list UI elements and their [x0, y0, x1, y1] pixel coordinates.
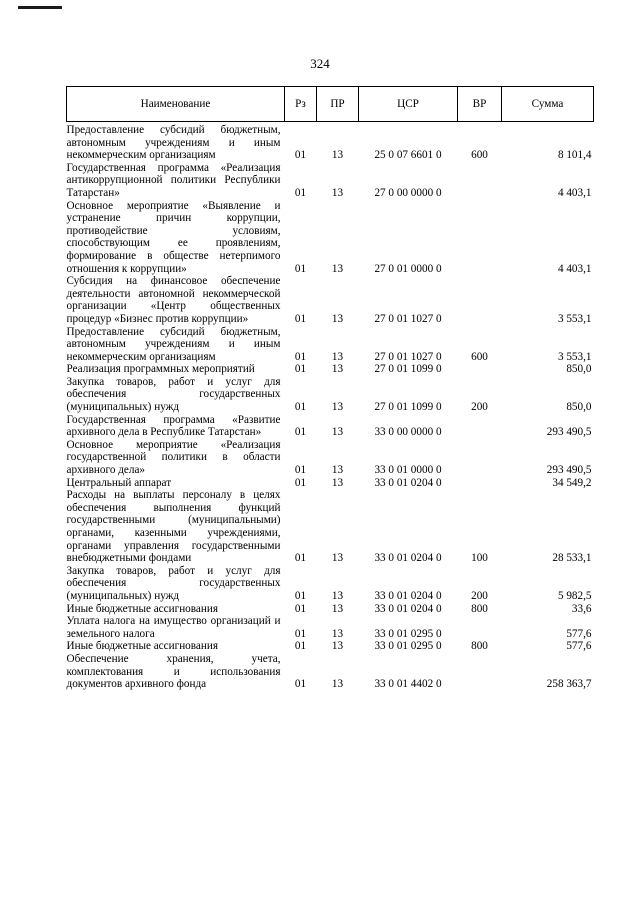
cell-pr: 13 — [331, 186, 344, 199]
cell-csr: 33 0 01 0295 0 — [374, 627, 442, 640]
cell-csr: 33 0 00 0000 0 — [374, 426, 442, 439]
table-row — [67, 414, 594, 439]
cell-sum: 293 490,5 — [546, 426, 592, 439]
cell-sum: 577,6 — [566, 627, 592, 640]
cell-vr — [458, 162, 502, 200]
cell-pr: 13 — [331, 149, 344, 162]
cell-vr — [458, 653, 502, 691]
table-row — [67, 363, 594, 376]
table-row — [67, 615, 594, 640]
cell-rz: 01 — [294, 678, 307, 691]
cell-rz: 01 — [294, 350, 307, 363]
cell-pr: 13 — [331, 262, 344, 275]
cell-name: Реализация программных мероприятий — [66, 363, 255, 376]
cell-vr — [458, 363, 502, 376]
cell-csr: 33 0 01 0204 0 — [374, 552, 442, 565]
budget-table — [66, 86, 594, 691]
cell-name: Иные бюджетные ассигнования — [66, 602, 218, 615]
cell-csr: 25 0 07 6601 0 — [374, 149, 442, 162]
cell-sum: 33,6 — [571, 602, 592, 615]
cell-csr: 33 0 01 0204 0 — [374, 589, 442, 602]
cell-csr: 27 0 00 0000 0 — [374, 186, 442, 199]
header-csr: ЦСР — [359, 87, 458, 122]
cell-name: Основное мероприятие «Выявление и устранение причин коррупции, противодействие условиям, способствующим ее проявлениям, формирование в обществе нетерпимого отношения к коррупции» — [66, 199, 281, 275]
cell-sum: 5 982,5 — [557, 589, 592, 602]
cell-rz: 01 — [294, 627, 307, 640]
cell-csr: 33 0 01 0000 0 — [374, 464, 442, 477]
cell-pr: 13 — [331, 552, 344, 565]
cell-name: Уплата налога на имущество организаций и земельного налога — [66, 615, 281, 640]
cell-pr: 13 — [331, 589, 344, 602]
cell-rz: 01 — [294, 363, 307, 376]
cell-sum: 3 553,1 — [557, 350, 592, 363]
cell-vr: 100 — [471, 552, 488, 565]
header-rz: Рз — [285, 87, 317, 122]
table-row — [67, 439, 594, 477]
cell-csr: 27 0 01 0000 0 — [374, 262, 442, 275]
cell-pr: 13 — [331, 602, 344, 615]
cell-vr: 200 — [471, 589, 488, 602]
page-number: 324 — [310, 56, 330, 71]
cell-sum: 8 101,4 — [557, 149, 592, 162]
cell-rz: 01 — [294, 401, 307, 414]
cell-rz: 01 — [294, 476, 307, 489]
cell-name: Обеспечение хранения, учета, комплектования и использования документов архивного фонда — [66, 652, 281, 691]
cell-sum: 4 403,1 — [557, 262, 592, 275]
table-row — [67, 326, 594, 364]
cell-csr: 27 0 01 1099 0 — [374, 401, 442, 414]
table-row — [67, 275, 594, 325]
cell-sum: 28 533,1 — [552, 552, 592, 565]
cell-vr: 800 — [471, 640, 488, 653]
cell-pr: 13 — [331, 426, 344, 439]
cell-sum: 4 403,1 — [557, 186, 592, 199]
cell-vr: 600 — [471, 149, 488, 162]
cell-vr — [458, 200, 502, 276]
cell-pr: 13 — [331, 401, 344, 414]
cell-rz: 01 — [294, 464, 307, 477]
cell-rz: 01 — [294, 589, 307, 602]
cell-rz: 01 — [294, 602, 307, 615]
cell-rz: 01 — [294, 149, 307, 162]
cell-name: Закупка товаров, работ и услуг для обеспечения государственных (муниципальных) нужд — [66, 375, 281, 414]
cell-rz: 01 — [294, 552, 307, 565]
cell-vr: 600 — [471, 350, 488, 363]
cell-vr — [458, 615, 502, 640]
cell-pr: 13 — [331, 640, 344, 653]
header-sum: Сумма — [502, 87, 594, 122]
cell-rz: 01 — [294, 312, 307, 325]
cell-csr: 33 0 01 4402 0 — [374, 678, 442, 691]
cell-name: Основное мероприятие «Реализация государственной политики в области архивного дела» — [66, 438, 281, 477]
header-name: Наименование — [67, 87, 285, 122]
cell-name: Расходы на выплаты персоналу в целях обеспечения выполнения функций государственными (муниципальными) органами, казенными учреждениями, органами управления государственными внебюджетными фондами — [66, 489, 281, 565]
cell-csr: 33 0 01 0204 0 — [374, 476, 442, 489]
cell-vr — [458, 275, 502, 325]
cell-pr: 13 — [331, 363, 344, 376]
cell-name: Иные бюджетные ассигнования — [66, 640, 218, 653]
cell-name: Государственная программа «Развитие архивного дела в Республике Татарстан» — [66, 413, 281, 439]
table-row — [67, 200, 594, 276]
cell-name: Закупка товаров, работ и услуг для обеспечения государственных (муниципальных) нужд — [66, 564, 281, 602]
cell-rz: 01 — [294, 640, 307, 653]
cell-pr: 13 — [331, 350, 344, 363]
cell-vr — [458, 414, 502, 439]
table-header-row — [67, 87, 594, 122]
table-row — [67, 565, 594, 603]
cell-sum: 850,0 — [566, 401, 592, 414]
cell-name: Центральный аппарат — [66, 476, 172, 489]
cell-sum: 577,6 — [566, 640, 592, 653]
table-row — [67, 640, 594, 653]
table-row — [67, 162, 594, 200]
cell-name: Государственная программа «Реализация антикоррупционной политики Республики Татарстан» — [66, 161, 281, 199]
cell-csr: 27 0 01 1027 0 — [374, 350, 442, 363]
cell-vr — [458, 439, 502, 477]
cell-sum: 293 490,5 — [546, 464, 592, 477]
cell-vr: 800 — [471, 602, 488, 615]
cell-pr: 13 — [331, 312, 344, 325]
table-row — [67, 653, 594, 691]
table-row — [67, 603, 594, 616]
cell-pr: 13 — [331, 476, 344, 489]
cell-csr: 33 0 01 0204 0 — [374, 602, 442, 615]
cell-pr: 13 — [331, 678, 344, 691]
scan-artifact — [18, 6, 62, 9]
cell-vr — [458, 477, 502, 490]
cell-pr: 13 — [331, 627, 344, 640]
cell-sum: 850,0 — [566, 363, 592, 376]
cell-name: Субсидия на финансовое обеспечение деятельности автономной некоммерческой организации «Центр общественных процедур «Бизнес против коррупции» — [66, 275, 281, 325]
table-row — [67, 477, 594, 490]
cell-sum: 258 363,7 — [546, 678, 592, 691]
cell-name: Предоставление субсидий бюджетным, автономным учреждениям и иным некоммерческим организациям — [66, 124, 281, 162]
cell-pr: 13 — [331, 464, 344, 477]
table-row — [67, 122, 594, 162]
cell-name: Предоставление субсидий бюджетным, автономным учреждениям и иным некоммерческим организациям — [66, 325, 281, 363]
cell-sum: 3 553,1 — [557, 312, 592, 325]
cell-rz: 01 — [294, 426, 307, 439]
cell-rz: 01 — [294, 262, 307, 275]
table-body — [67, 122, 594, 691]
header-pr: ПР — [317, 87, 359, 122]
cell-csr: 27 0 01 1027 0 — [374, 312, 442, 325]
table-row — [67, 376, 594, 414]
cell-sum: 34 549,2 — [552, 476, 592, 489]
cell-csr: 33 0 01 0295 0 — [374, 640, 442, 653]
cell-rz: 01 — [294, 186, 307, 199]
cell-vr: 200 — [471, 401, 488, 414]
cell-csr: 27 0 01 1099 0 — [374, 363, 442, 376]
table-row — [67, 489, 594, 565]
header-vr: ВР — [458, 87, 502, 122]
